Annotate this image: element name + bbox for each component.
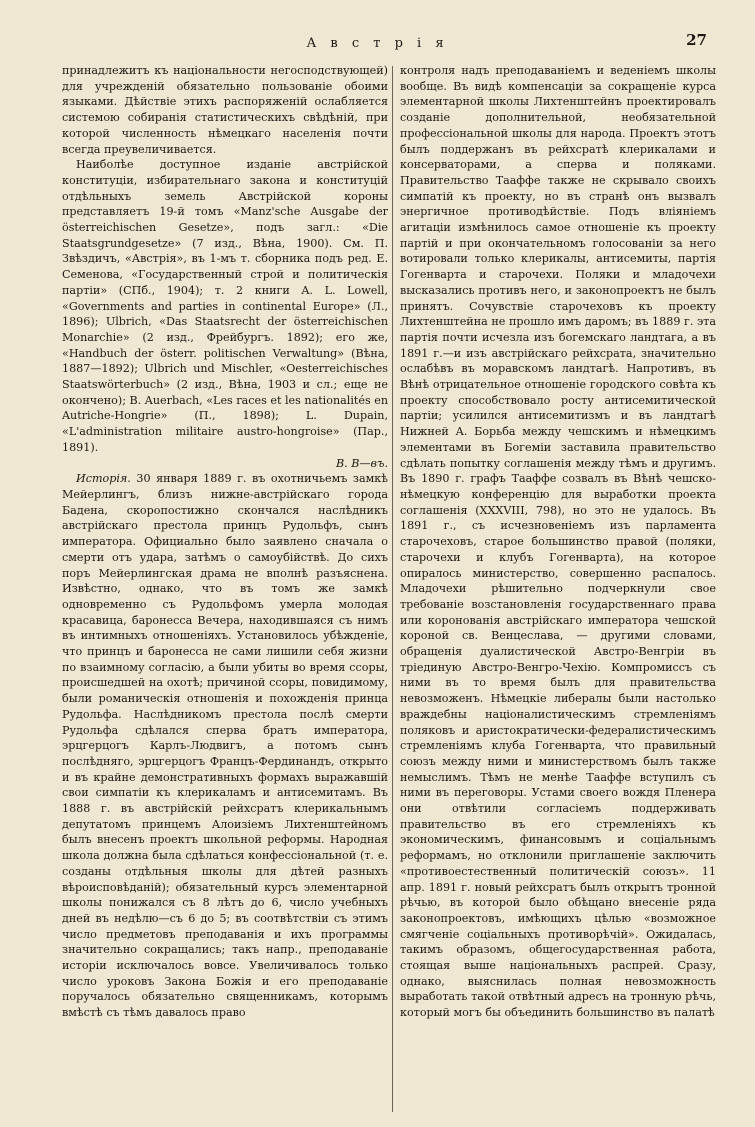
paragraph-language-rules: принадлежитъ къ національности негосподствующей) для учрежденій обязательно пользованіе обоими языками. Дѣйствіе этихъ распоряженій ослабляется системою собиранія статистическихъ свѣдѣній, при которой численность нѣмецкаго населенія почти всегда преувеличивается.	[62, 64, 388, 156]
right-column	[400, 63, 716, 1021]
author-signature: В. В—въ.	[335, 456, 388, 470]
history-text: 30 января 1889 г. въ охотничьемъ замкѣ Мейерлингъ, близъ нижне-австрійскаго города Бадена, скоропостижно скончался наслѣдникъ австрійскаго престола принцъ Рудольфъ, сынъ императора. Официально было заявлено сначала о смерти отъ удара, затѣмъ о самоубійствѣ. До сихъ поръ Мейерлингская драма не вполнѣ разъяснена. Извѣстно, однако, что въ томъ же замкѣ одновременно съ Рудольфомъ умерла молодая красавица, баронесса Вечера, находившаяся съ нимъ въ интимныхъ отношеніяхъ. Установилось убѣжденіе, что принцъ и баронесса не сами лишили себя жизни по взаимному согласію, а были убиты во время ссоры, происшедшей на охотѣ; причиной ссоры, повидимому, были романическія отношенія и похожденія принца Рудольфа. Наслѣдникомъ престола послѣ смерти Рудольфа сдѣлался сперва братъ императора, эрцгерцогъ Карлъ-Людвигъ, а потомъ сынъ послѣдняго, эрцгерцогъ Францъ-Фердинандъ, открыто и въ крайне демонстративныхъ формахъ выражавшій свои симпатіи къ клерикаламъ и антисемитамъ. Въ 1888 г. въ австрійскій рейхсратъ клерикальнымъ депутатомъ принцемъ Алоизіемъ Лихтенштейномъ былъ внесенъ проектъ школьной реформы. Народная школа должна была сдѣлаться конфессіональной (т. е. созданы отдѣльныя школы для дѣтей разныхъ вѣроисповѣданій); обязательный курсъ элементарной школы понижался съ 8 лѣтъ до 6, число учебныхъ дней въ недѣлю—съ 6 до 5; въ соотвѣтствіи съ этимъ число предметовъ преподаванія и ихъ программы значительно сокращались; такъ напр., преподаваніе исторіи исключалось вовсе. Увеличивалось только число уроковъ Закона Божія и его преподаваніе поручалось обязательно священникамъ, которымъ вмѣстѣ съ тѣмъ давалось право	[62, 472, 388, 1020]
paragraph-school-reform-continued: контроля надъ преподаваніемъ и веденіемъ школы вообще. Въ видѣ компенсаціи за сокращеніе курса элементарной школы Лихтенштейнъ проектировалъ созданіе дополнительной, необязательной профессіональной школы для народа. Проектъ этотъ былъ поддержанъ въ рейхсратѣ клерикалами и консерваторами, а сперва и поляками. Правительство Тааффе также не скрывало своихъ симпатій къ проекту, но въ странѣ онъ вызвалъ энергичное противодѣйствіе. Подъ вліяніемъ агитаціи измѣнилось самое отношеніе къ проекту партій и при окончательномъ голосованіи за него вотировали только клерикалы, антисемиты, партія Гогенварта и старочехи. Поляки и младочехи высказались противъ него, и законопроектъ не былъ принятъ. Сочувствіе старочеховъ къ проекту Лихтенштейна не прошло имъ даромъ; въ 1889 г. эта партія почти исчезла изъ богемскаго ландтага, а въ 1891 г.—и изъ австрійскаго рейхсрата, значительно ослабѣвъ въ моравскомъ ландтагѣ. Напротивъ, въ Вѣнѣ отрицательное отношеніе городского совѣта къ проекту способствовало росту антисемитической партіи; усилился антисемитизмъ и въ ландтагѣ Нижней А. Борьба между чешскимъ и нѣмецкимъ элементами въ Богеміи заставила правительство сдѣлать попытку соглашенія между тѣмъ и другимъ. Въ 1890 г. графъ Тааффе созвалъ въ Вѣнѣ чешско-нѣмецкую конференцію для выработки проекта соглашенія (XXXVIII, 798), но это не удалось. Въ 1891 г., съ исчезновеніемъ изъ парламента старочеховъ, старое большинство правой (поляки, старочехи и клубъ Гогенварта), на которое опиралось министерство, совершенно распалось. Младочехи рѣшительно подчеркнули свое требованіе возстановленія государственнаго права или коронованія австрійскаго императора чешской короной св. Венцеслава, — другими словами, обращенія дуалистической Австро-Венгріи въ тріединую Австро-Венгро-Чехію. Компромиссъ съ ними въ то время былъ для правительства невозможенъ. Нѣмецкіе либералы были настолько враждебны націоналистическимъ стремленіямъ поляковъ и аристократически-федералистическимъ стремленіямъ клуба Гогенварта, что правильный союзъ между ними и министерствомъ былъ также немыслимъ. Тѣмъ не менѣе Тааффе вступилъ съ ними въ переговоры. Устами своего вождя Пленера они отвѣтили согласіемъ поддерживать правительство въ его стремленіяхъ къ экономическимъ, финансовымъ и соціальнымъ реформамъ, но отклонили приглашеніе заключить «противоестественный политическій союзъ». 11 апр. 1891 г. новый рейхсратъ былъ открытъ тронной рѣчью, въ которой было обѣщано внесеніе ряда законопроектовъ, имѣющихъ цѣлью «возможное смягченіе соціальныхъ противорѣчій». Ожидалась, такимъ образомъ, общегосударственная работа, стоящая выше національныхъ распрей. Сразу, однако, выяснилась полная невозможность выработать такой отвѣтный адресъ на тронную рѣчь, который могъ бы объединить большинство въ палатѣ	[400, 64, 716, 1020]
running-head: А в с т р і я	[306, 36, 449, 51]
column-divider	[392, 66, 393, 1112]
left-column	[62, 63, 388, 1021]
section-title-history: Исторія.	[76, 472, 131, 486]
paragraph-history	[62, 471, 388, 1021]
page-number: 27	[686, 31, 707, 49]
paragraph-bibliography: Наиболѣе доступное изданіе австрійской конституціи, избирательнаго закона и конституцій отдѣльныхъ земель Австрійской короны представляетъ 19-й томъ «Manz'sche Ausgabe der österreichischen Gesetze», подъ загл.: «Die Staatsgrundgesetze» (7 изд., Вѣна, 1900). См. П. Звѣздичъ, «Австрія», въ 1-мъ т. сборника подъ ред. Е. Семенова, «Государственный строй и политическія партіи» (СПб., 1904); т. 2 книги A. L. Lowell, «Governments and parties in continental Europe» (Л., 1896); Ulbrich, «Das Staatsrecht der österreichischen Monarchie» (2 изд., Фрейбургъ. 1892); его же, «Handbuch der österr. politischen Verwaltung» (Вѣна, 1887—1892); Ulbrich und Mischler, «Oesterreichisches Staatswörterbuch» (2 изд., Вѣна, 1903 и сл.; еще не окончено); B. Auerbach, «Les races et les nationalités en Autriche-Hongrie» (П., 1898); L. Dupain, «L'administration militaire austro-hongroise» (Пар., 1891).	[62, 158, 388, 454]
